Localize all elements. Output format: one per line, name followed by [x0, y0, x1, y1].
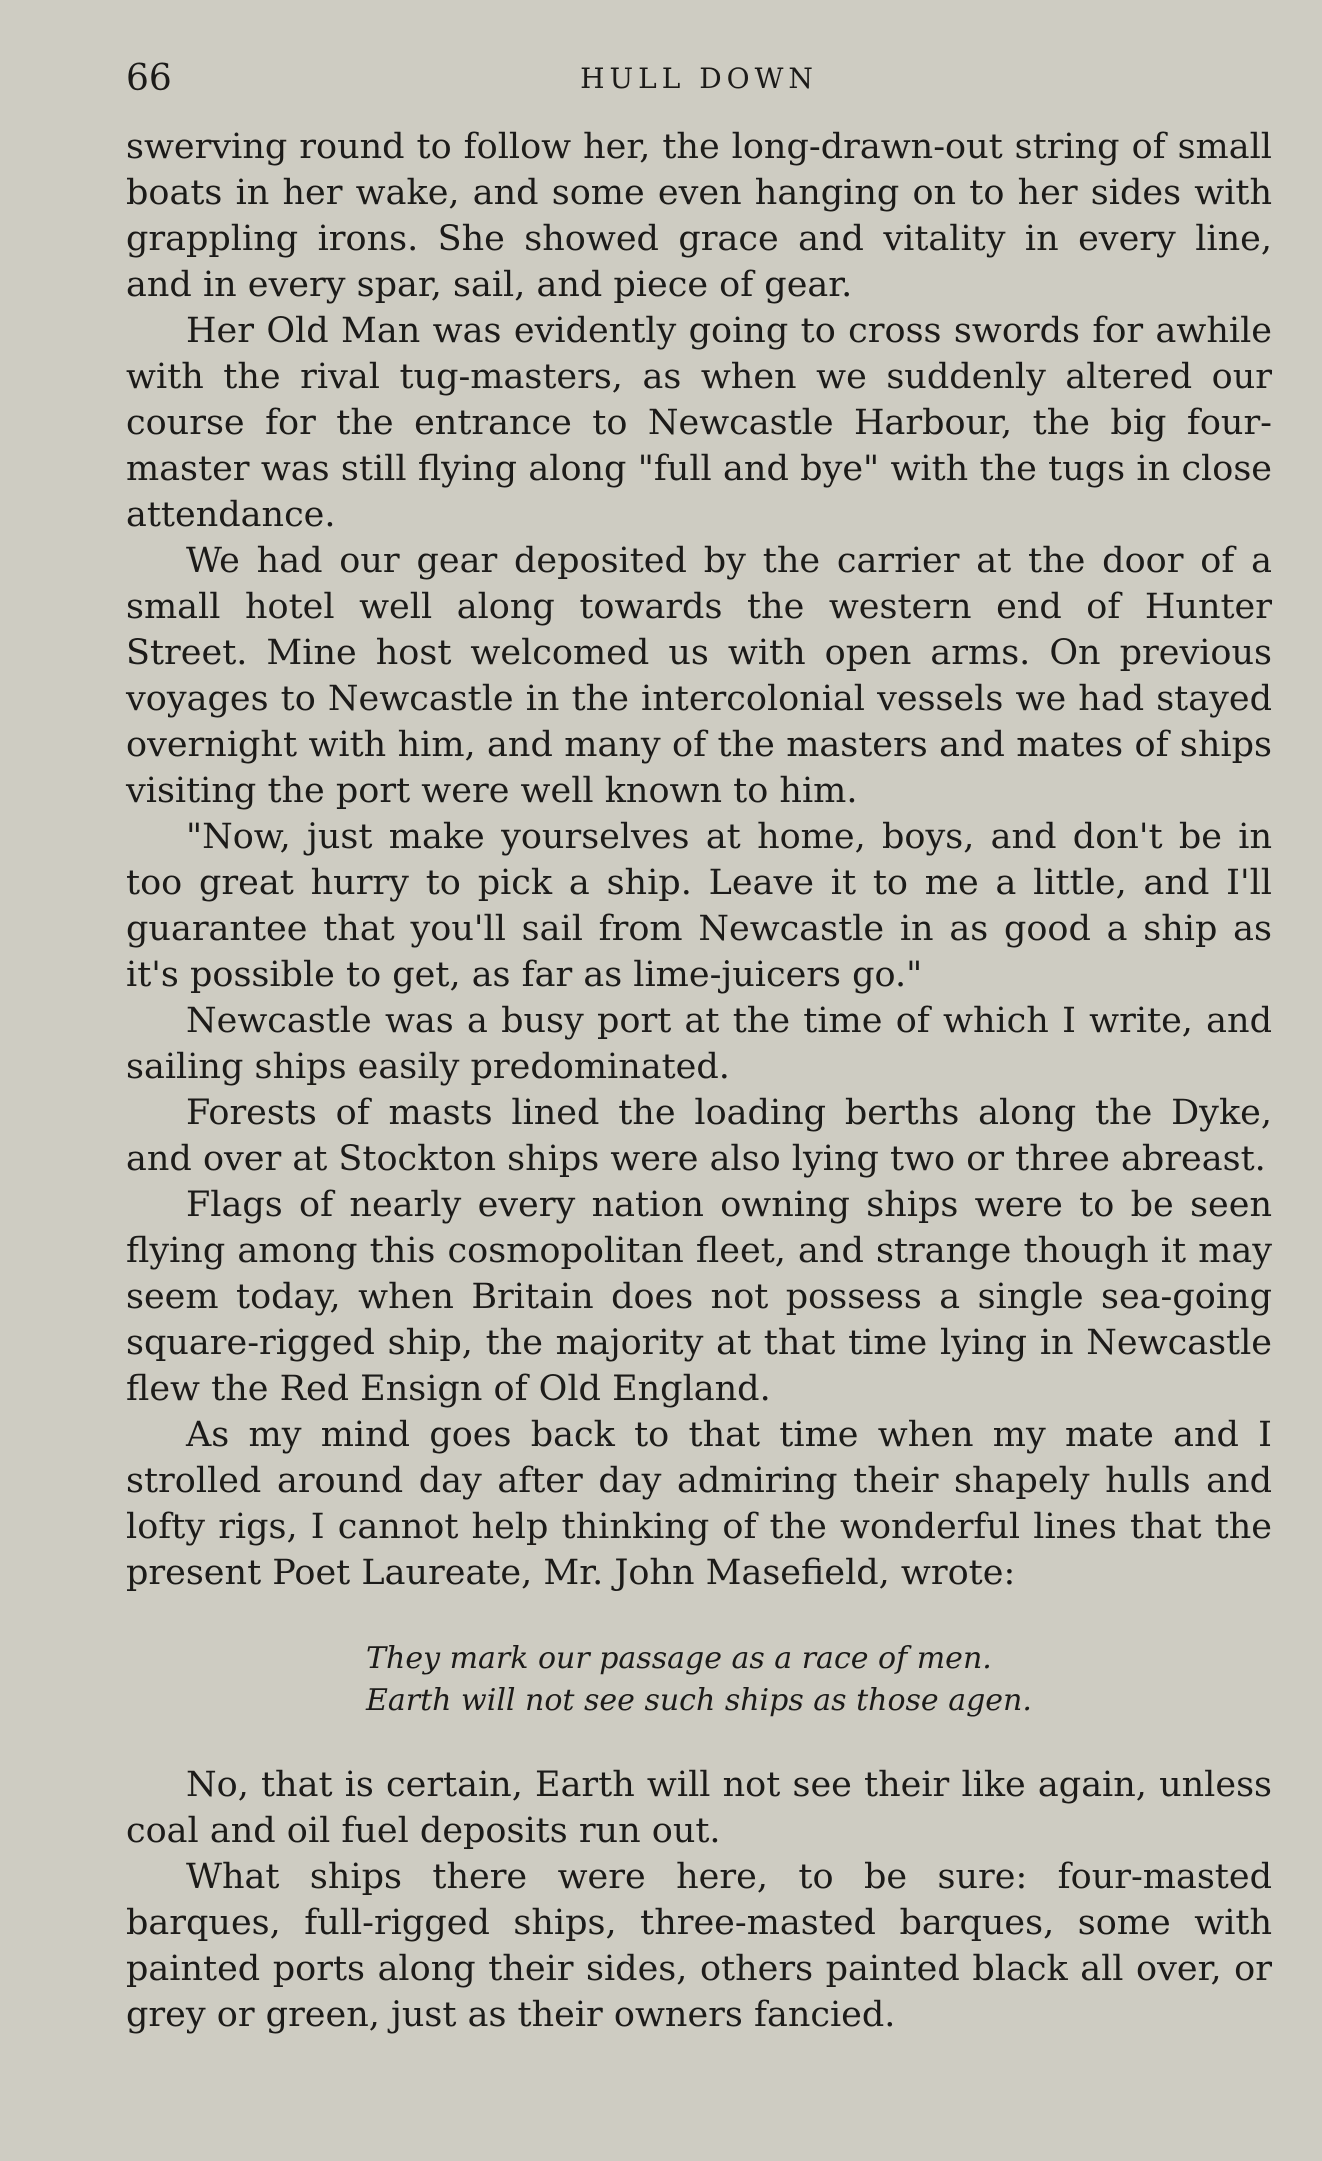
paragraph: What ships there were here, to be sure: four-masted barques, full-rigged ships, three-masted barques, some with painted ports along their sides, others painted black all over, or grey or green, just as their owners fancied. [126, 1857, 1272, 2035]
verse-line: They mark our passage as a race of men. [366, 1641, 992, 1676]
paragraph: We had our gear deposited by the carrier at the door of a small hotel well along towards the western end of Hunter Street. Mine host welcomed us with open arms. On previous voyages to Newcastle in the intercolonial vessels we had stayed overnight with him, and many of the masters and mates of ships visiting the port were well known to him. [126, 541, 1272, 811]
paragraph: Flags of nearly every nation owning ships were to be seen flying among this cosmopolitan fleet, and strange though it may seem today, when Britain does not possess a single sea-going square-rigged ship, the majority at that time lying in Newcastle flew the Red Ensign of Old England. [126, 1185, 1272, 1409]
page-number: 66 [126, 58, 172, 99]
running-title: HULL DOWN [580, 62, 818, 95]
paragraph: As my mind goes back to that time when my mate and I strolled around day after day admiring their shapely hulls and lofty rigs, I cannot help thinking of the wonderful lines that the present Poet Laureate, Mr. John Masefield, wrote: [126, 1415, 1272, 1593]
paragraph: Her Old Man was evidently going to cross swords for awhile with the rival tug-masters, as when we suddenly altered our course for the entrance to Newcastle Harbour, the big four-master was still flying along "full and bye" with the tugs in close attendance. [126, 311, 1272, 535]
verse-quote [366, 1638, 1272, 1722]
paragraph: Forests of masts lined the loading berths along the Dyke, and over at Stockton ships were also lying two or three abreast. [126, 1093, 1272, 1179]
paragraph: Newcastle was a busy port at the time of which I write, and sailing ships easily predominated. [126, 1001, 1272, 1087]
body-text [126, 124, 1272, 2038]
paragraph: No, that is certain, Earth will not see their like again, unless coal and oil fuel deposits run out. [126, 1765, 1272, 1851]
page-header [126, 54, 1272, 104]
verse-line: Earth will not see such ships as those agen. [366, 1683, 1032, 1718]
paragraph: "Now, just make yourselves at home, boys, and don't be in too great hurry to pick a ship. Leave it to me a little, and I'll guarantee that you'll sail from Newcastle in as good a ship as it's possible to get, as far as lime-juicers go." [126, 817, 1272, 995]
paragraph: swerving round to follow her, the long-drawn-out string of small boats in her wake, and some even hanging on to her sides with grappling irons. She showed grace and vitality in every line, and in every spar, sail, and piece of gear. [126, 127, 1272, 305]
